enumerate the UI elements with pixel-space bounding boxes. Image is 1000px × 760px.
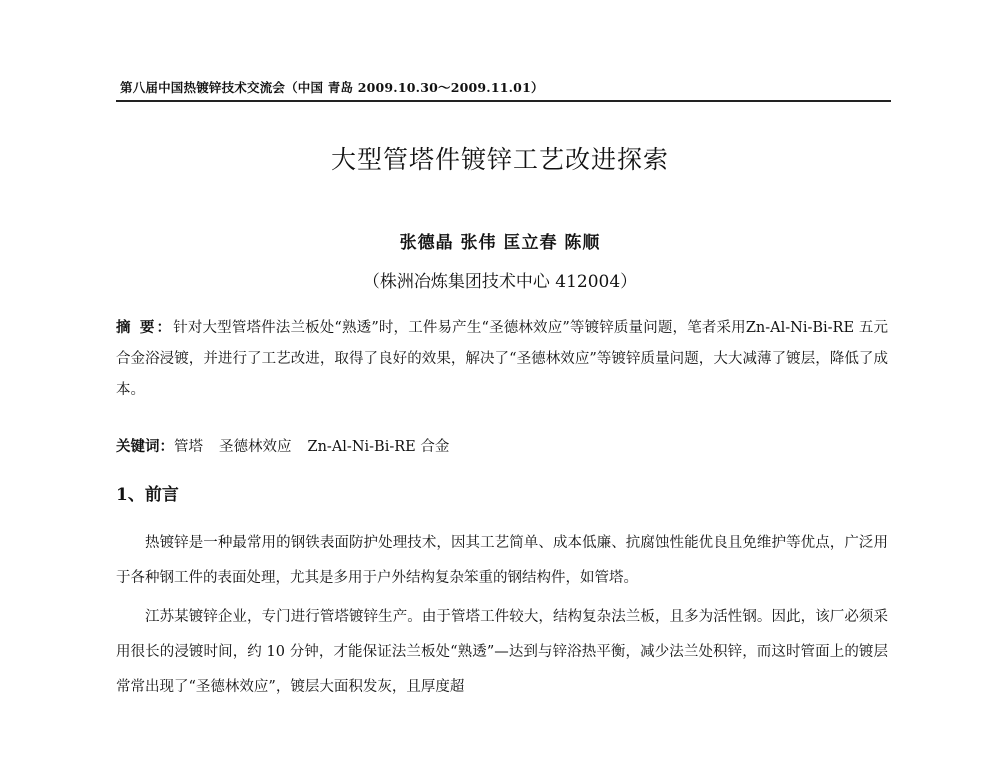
body-text xyxy=(116,526,888,709)
running-header-text: 第八届中国热镀锌技术交流会（中国 青岛 2009.10.30～2009.11.01） xyxy=(120,80,544,95)
keywords-label: 关键词： xyxy=(116,438,174,455)
keyword-item: Zn-Al-Ni-Bi-RE 合金 xyxy=(307,439,450,455)
paper-title: 大型管塔件镀锌工艺改进探索 xyxy=(330,145,669,174)
running-header xyxy=(116,78,891,102)
keyword-item: 圣德林效应 xyxy=(219,439,292,455)
abstract-block xyxy=(116,312,888,406)
paper-authors: 张德晶 张伟 匡立春 陈顺 xyxy=(399,233,601,253)
section-heading-introduction: 1、前言 xyxy=(116,485,179,505)
abstract-label: 摘 要： xyxy=(116,319,174,336)
body-paragraph: 江苏某镀锌企业，专门进行管塔镀锌生产。由于管塔工件较大，结构复杂法兰板，且多为活性钢。因此，该厂必须采用很长的浸镀时间，约 10 分钟，才能保证法兰板处“熟透”—达到与锌浴热平衡，减少法兰处积锌，而这时管面上的镀层常常出现了“圣德林效应”，镀层大面积发灰，且厚度超 xyxy=(116,609,888,695)
body-paragraph: 热镀锌是一种最常用的钢铁表面防护处理技术，因其工艺简单、成本低廉、抗腐蚀性能优良且免维护等优点，广泛用于各种钢工件的表面处理，尤其是多用于户外结构复杂笨重的钢结构件，如管塔。 xyxy=(116,535,888,586)
keyword-item: 管塔 xyxy=(174,439,203,455)
abstract-text: 针对大型管塔件法兰板处“熟透”时，工件易产生“圣德林效应”等镀锌质量问题，笔者采用Zn-Al-Ni-Bi-RE 五元合金浴浸镀，并进行了工艺改进，取得了良好的效果，解决了“圣德林效应”等镀锌质量问题，大大减薄了镀层，降低了成本。 xyxy=(116,320,888,398)
paper-affiliation: （株洲冶炼集团技术中心 412004） xyxy=(362,272,638,292)
keywords-block xyxy=(116,433,888,461)
